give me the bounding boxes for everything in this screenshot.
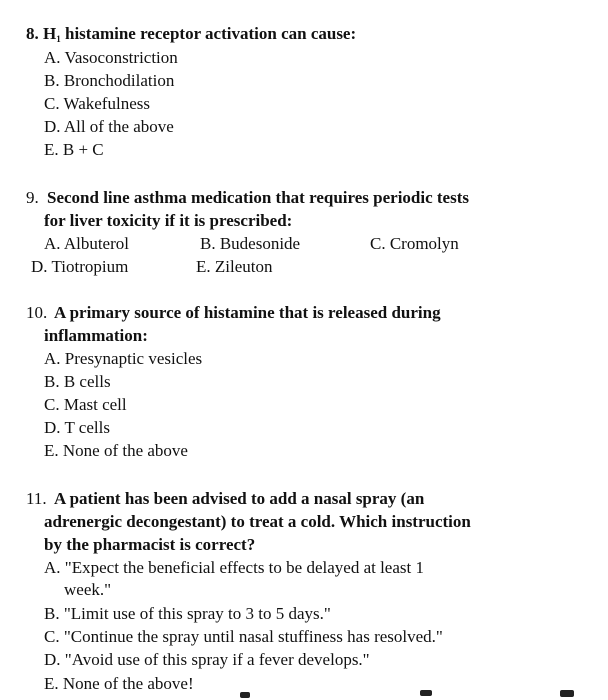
- question-10-stem-line-1: A primary source of histamine that is released during: [54, 303, 441, 322]
- question-10-number: 10.: [26, 303, 48, 322]
- question-8-stem-text: histamine receptor activation can cause:: [60, 24, 357, 43]
- question-10-option-b[interactable]: B. B cells: [44, 372, 111, 391]
- cropped-bottom-strip: [0, 672, 608, 700]
- question-8-option-d[interactable]: D. All of the above: [44, 117, 174, 136]
- question-9-number: 9.: [26, 188, 39, 207]
- question-10-option-a[interactable]: A. Presynaptic vesicles: [44, 349, 203, 368]
- question-9-option-b[interactable]: B. Budesonide: [200, 234, 301, 253]
- question-8-option-e[interactable]: E. B + C: [44, 140, 104, 159]
- question-8-stem-prefix: H: [43, 24, 57, 43]
- question-9-stem-line-2: for liver toxicity if it is prescribed:: [44, 211, 293, 230]
- question-11-number: 11.: [26, 489, 47, 508]
- question-11-option-b[interactable]: B. "Limit use of this spray to 3 to 5 days.": [44, 604, 331, 623]
- question-8-stem-subscript: 1: [56, 34, 61, 44]
- question-9-option-a[interactable]: A. Albuterol: [44, 234, 129, 253]
- question-11-stem-line-3: by the pharmacist is correct?: [44, 535, 256, 554]
- question-11-option-a-continued: week.": [64, 580, 112, 599]
- question-10-option-d[interactable]: D. T cells: [44, 418, 110, 437]
- question-11-stem-line-1: A patient has been advised to add a nasal spray (an: [54, 489, 425, 508]
- question-8-stem: [26, 24, 356, 49]
- scribble-mark-1: [240, 692, 250, 698]
- question-10-option-e[interactable]: E. None of the above: [44, 441, 188, 460]
- question-11-option-e[interactable]: E. None of the above!: [44, 674, 194, 693]
- question-10-stem-line-2: inflammation:: [44, 326, 148, 345]
- scribble-mark-3: [560, 690, 574, 697]
- question-8-number: 8.: [26, 24, 39, 43]
- question-11-option-a[interactable]: A. "Expect the beneficial effects to be delayed at least 1: [44, 558, 424, 577]
- question-8-option-b[interactable]: B. Bronchodilation: [44, 71, 175, 90]
- scribble-mark-2: [420, 690, 432, 696]
- question-9-stem-line-1: Second line asthma medication that requires periodic tests: [47, 188, 469, 207]
- question-11-option-c[interactable]: C. "Continue the spray until nasal stuffiness has resolved.": [44, 627, 443, 646]
- question-8-option-a[interactable]: A. Vasoconstriction: [44, 48, 178, 67]
- question-8-option-c[interactable]: C. Wakefulness: [44, 94, 150, 113]
- question-9-option-d[interactable]: D. Tiotropium: [31, 257, 129, 276]
- question-11-stem-line-2: adrenergic decongestant) to treat a cold. Which instruction: [44, 512, 471, 531]
- question-9-option-c[interactable]: C. Cromolyn: [370, 234, 459, 253]
- question-11-option-d[interactable]: D. "Avoid use of this spray if a fever develops.": [44, 650, 370, 669]
- question-10-option-c[interactable]: C. Mast cell: [44, 395, 127, 414]
- question-9-option-e[interactable]: E. Zileuton: [196, 257, 273, 276]
